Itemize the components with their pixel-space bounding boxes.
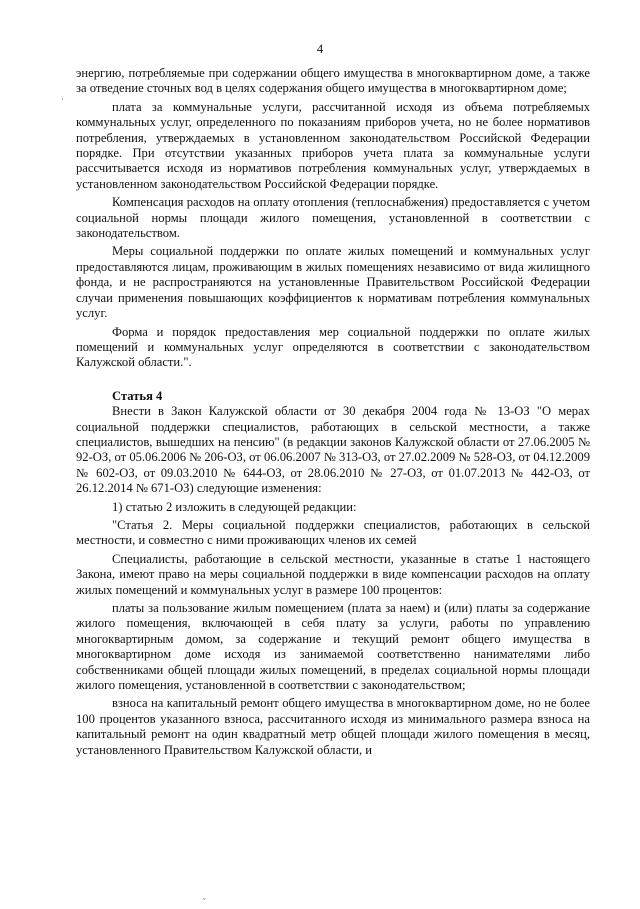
paragraph: плата за коммунальные услуги, рассчитанной исходя из объема потребляемых коммунальных услуг, определенного по показаниям приборов учета, но не более нормативов потребления, утверждаемых в установленном законодательством Российской Федерации порядке. При отсутствии указанных приборов учета плата за коммунальные услуги рассчитывается исходя из нормативов потребления коммунальных услуг, утверждаемых в установленном законодательством Российской Федерации порядке.: [76, 99, 590, 191]
paragraph: "Статья 2. Меры социальной поддержки специалистов, работающих в сельской местности, и совместно с ними проживающих членов их семей: [76, 517, 590, 548]
paragraph: Меры социальной поддержки по оплате жилых помещений и коммунальных услуг предоставляются лицам, проживающим в жилых помещениях независимо от вида жилищного фонда, и не распространяются на установленные Правительством Российской Федерации случаи применения повышающих коэффициентов к нормативам потребления коммунальных услуг.: [76, 244, 590, 321]
page-number: 4: [316, 42, 324, 56]
paragraph: Специалисты, работающие в сельской местности, указанные в статье 1 настоящего Закона, имеют право на меры социальной поддержки в виде компенсации расходов на оплату жилых помещений и коммунальных услуг в размере 100 процентов:: [76, 551, 590, 597]
paragraph: энергию, потребляемые при содержании общего имущества в многоквартирном доме, а также за отведение сточных вод в целях содержания общего имущества в многоквартирном доме;: [76, 66, 590, 96]
document-body: [76, 66, 590, 761]
paragraph: 1) статью 2 изложить в следующей редакции:: [112, 499, 357, 514]
paragraph: платы за пользование жилым помещением (плата за наем) и (или) платы за содержание жилого помещения, включающей в себя плату за услуги, работы по управлению многоквартирным домом, за содержание и текущий ремонт общего имущества в многоквартирном доме исходя из занимаемой соответственно нанимателями либо собственниками общей площади жилых помещений, в пределах социальной нормы площади жилого помещения, установленной в соответствии с законодательством;: [76, 601, 590, 693]
paragraph: взноса на капитальный ремонт общего имущества в многоквартирном доме, но не более 100 процентов указанного взноса, рассчитанного исходя из минимального размера взноса на капитальный ремонт на один квадратный метр общей площади жилого помещения в месяц, установленного Правительством Калужской области, и: [76, 696, 590, 757]
margin-mark: ˙: [61, 97, 64, 107]
paragraph: Форма и порядок предоставления мер социальной поддержки по оплате жилых помещений и коммунальных услуг определяются в соответствии с законодательством Калужской области.".: [76, 324, 590, 370]
scan-artifact: ˇ: [203, 897, 206, 906]
article-heading: Статья 4: [112, 388, 163, 403]
paragraph: Компенсация расходов на оплату отопления (теплоснабжения) предоставляется с учетом социальной нормы площади жилого помещения, установленной в соответствии с законодательством.: [76, 195, 590, 241]
paragraph: Внести в Закон Калужской области от 30 декабря 2004 года № 13-ОЗ "О мерах социальной поддержки специалистов, работающих в сельской местности, а также специалистов, вышедших на пенсию" (в редакции законов Калужской области от 27.06.2005 № 92-ОЗ, от 05.06.2006 № 206-ОЗ, от 06.06.2007 № 313-ОЗ, от 27.02.2009 № 528-ОЗ, от 04.12.2009 № 602-ОЗ, от 09.03.2010 № 644-ОЗ, от 28.06.2010 № 27-ОЗ, от 01.07.2013 № 442-ОЗ, от 26.12.2014 № 671-ОЗ) следующие изменения:: [76, 404, 590, 496]
